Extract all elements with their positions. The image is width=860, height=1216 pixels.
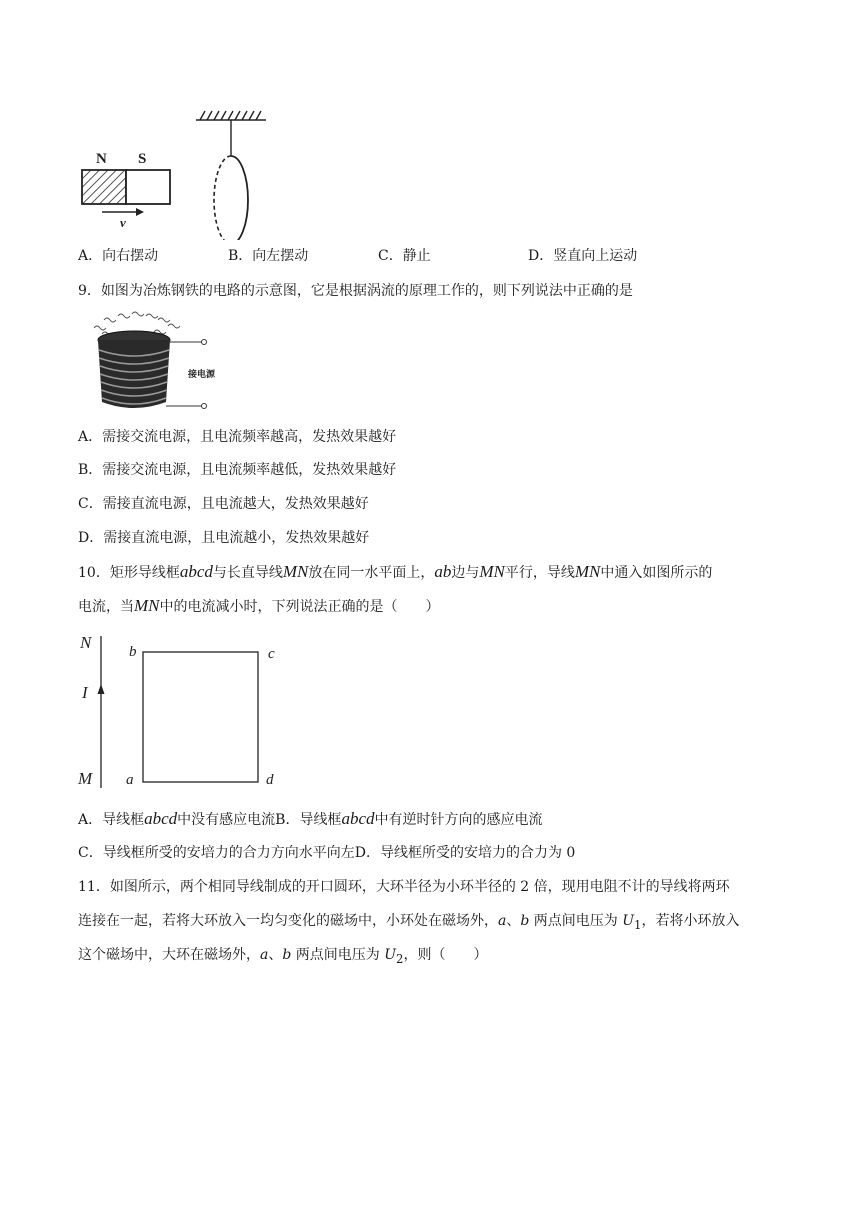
q8-option-d: D．竖直向上运动 — [528, 248, 638, 264]
label-M: M — [78, 769, 93, 788]
q10-options-cd: C．导线框所受的安培力的合力方向水平向左D．导线框所受的安培力的合力为 0 — [78, 845, 576, 861]
q9-option-d: D．需接直流电源，且电流越小，发热效果越好 — [78, 530, 370, 546]
q11-stem-line3: 这个磁场中，大环在磁场外，a、b 两点间电压为 $U_2$，则（ ） — [78, 947, 488, 966]
power-label: 接电源 — [188, 369, 216, 379]
q8-option-b: B．向左摆动 — [228, 248, 309, 264]
q9-option-a: A．需接交流电源，且电流频率越高，发热效果越好 — [78, 429, 397, 445]
q10-stem-line2: 电流，当MN中的电流减小时，下列说法正确的是（ ） — [78, 596, 440, 615]
label-N: N — [80, 633, 92, 652]
label-a: a — [126, 772, 134, 788]
current-arrowhead — [98, 684, 105, 694]
crucible-body — [98, 340, 170, 408]
label-n: N — [96, 151, 107, 167]
q9-stem: 9．如图为冶炼钢铁的电路的示意图，它是根据涡流的原理工作的，则下列说法中正确的是 — [78, 283, 633, 299]
terminal-top — [202, 340, 207, 345]
label-c: c — [268, 646, 275, 662]
q8-option-a: A．向右摆动 — [78, 248, 159, 264]
figure-wire-frame — [74, 628, 294, 792]
ceiling-hatch — [200, 111, 261, 120]
magnet-n-pole — [82, 170, 126, 204]
label-b: b — [129, 644, 137, 660]
label-I: I — [82, 683, 88, 702]
q8-option-c: C．静止 — [378, 248, 431, 264]
q9-option-b: B．需接交流电源，且电流频率越低，发热效果越好 — [78, 462, 397, 478]
q11-stem-line2: 连接在一起，若将大环放入一均匀变化的磁场中，小环处在磁场外，a、b 两点间电压为 $U_1$，若将小环放入 — [78, 913, 740, 932]
frame-abcd — [143, 652, 258, 782]
figure-induction-furnace — [88, 310, 218, 416]
q9-option-c: C．需接直流电源，且电流越大，发热效果越好 — [78, 496, 369, 512]
q11-stem-line1: 11．如图所示，两个相同导线制成的开口圆环，大环半径为小环半径的 2 倍，现用电阻不计的导线将两环 — [78, 879, 730, 895]
label-v: v — [120, 215, 126, 230]
ring-front-half — [231, 156, 248, 240]
label-s: S — [138, 151, 147, 167]
q10-stem-line1: 10．矩形导线框abcd与长直导线MN放在同一水平面上，ab边与MN平行，导线MN中通入如图所示的 — [78, 562, 713, 581]
q10-options-ab: A．导线框abcd中没有感应电流B．导线框abcd中有逆时针方向的感应电流 — [78, 809, 543, 828]
velocity-arrowhead — [136, 208, 144, 216]
ring-back-half — [214, 156, 231, 240]
terminal-bottom — [202, 404, 207, 409]
label-d: d — [266, 772, 274, 788]
magnet-s-pole — [126, 170, 170, 204]
figure-magnet-ring — [78, 106, 278, 240]
